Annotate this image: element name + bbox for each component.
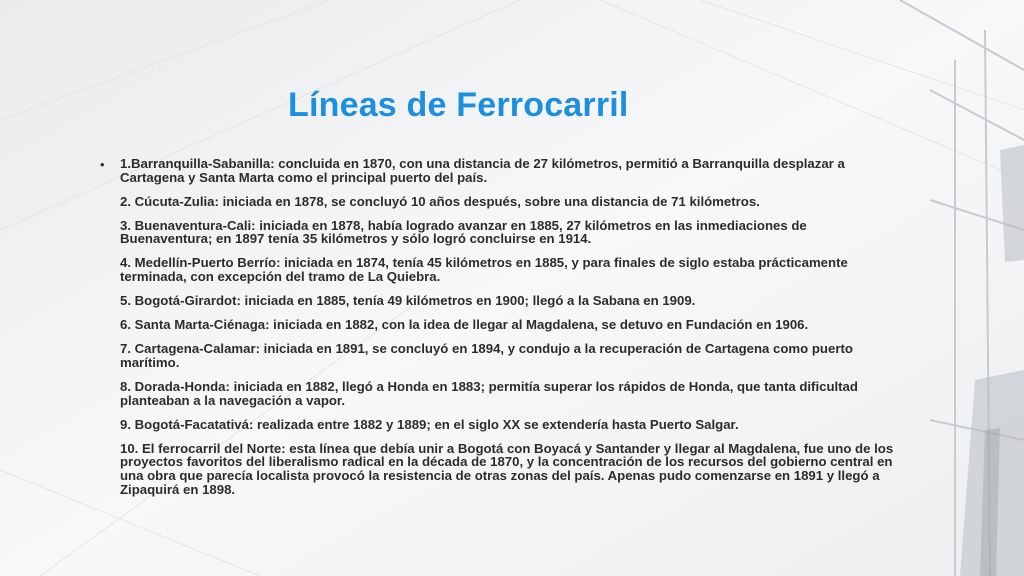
railway-line-item: 2. Cúcuta-Zulia: iniciada en 1878, se concluyó 10 años después, sobre una distancia de 71 kilómetros. bbox=[120, 193, 760, 209]
railway-line-item: 1.Barranquilla-Sabanilla: concluida en 1870, con una distancia de 27 kilómetros, permitió a Barranquilla desplazar a Cartagena y Santa Marta como el principal puerto del país. bbox=[120, 156, 845, 185]
railway-line-item: 5. Bogotá-Girardot: iniciada en 1885, tenía 49 kilómetros en 1900; llegó a la Sabana en 1909. bbox=[120, 293, 696, 309]
railway-line-item: 10. El ferrocarril del Norte: esta línea que debía unir a Bogotá con Boyacá y Santander y llegar al Magdalena, fue uno de los proyectos favoritos del liberalismo radical en la década de 1870, y la concentración de los recursos del gobierno central en una obra que parecía localista provocó la resistencia de otras zonas del país. Apenas pudo comenzarse en 1891 y llegó a Zipaquirá en 1898. bbox=[120, 440, 894, 497]
railway-line-item: 7. Cartagena-Calamar: iniciada en 1891, se concluyó en 1894, y condujo a la recuperación de Cartagena como puerto marítimo. bbox=[120, 341, 853, 370]
bullet-marker: • bbox=[100, 157, 105, 172]
railway-line-item: 8. Dorada-Honda: iniciada en 1882, llegó a Honda en 1883; permitía superar los rápidos de Honda, que tanta dificultad planteaban a la navegación a vapor. bbox=[120, 379, 858, 408]
railway-line-item: 6. Santa Marta-Ciénaga: iniciada en 1882, con la idea de llegar al Magdalena, se detuvo en Fundación en 1906. bbox=[120, 317, 809, 333]
slide-body bbox=[100, 156, 894, 507]
slide-title: Líneas de Ferrocarril bbox=[288, 86, 629, 124]
railway-line-item: 4. Medellín-Puerto Berrío: iniciada en 1874, tenía 45 kilómetros en 1885, y para finales de siglo estaba prácticamente terminada, con excepción del tramo de La Quiebra. bbox=[120, 255, 848, 285]
railway-line-item: 3. Buenaventura-Cali: iniciada en 1878, había logrado avanzar en 1885, 27 kilómetros en las inmediaciones de Buenaventura; en 1897 tenía 35 kilómetros y sólo logró concluirse en 1914. bbox=[120, 217, 807, 247]
railway-line-item: 9. Bogotá-Facatativá: realizada entre 1882 y 1889; en el siglo XX se extendería hasta Puerto Salgar. bbox=[120, 416, 739, 432]
